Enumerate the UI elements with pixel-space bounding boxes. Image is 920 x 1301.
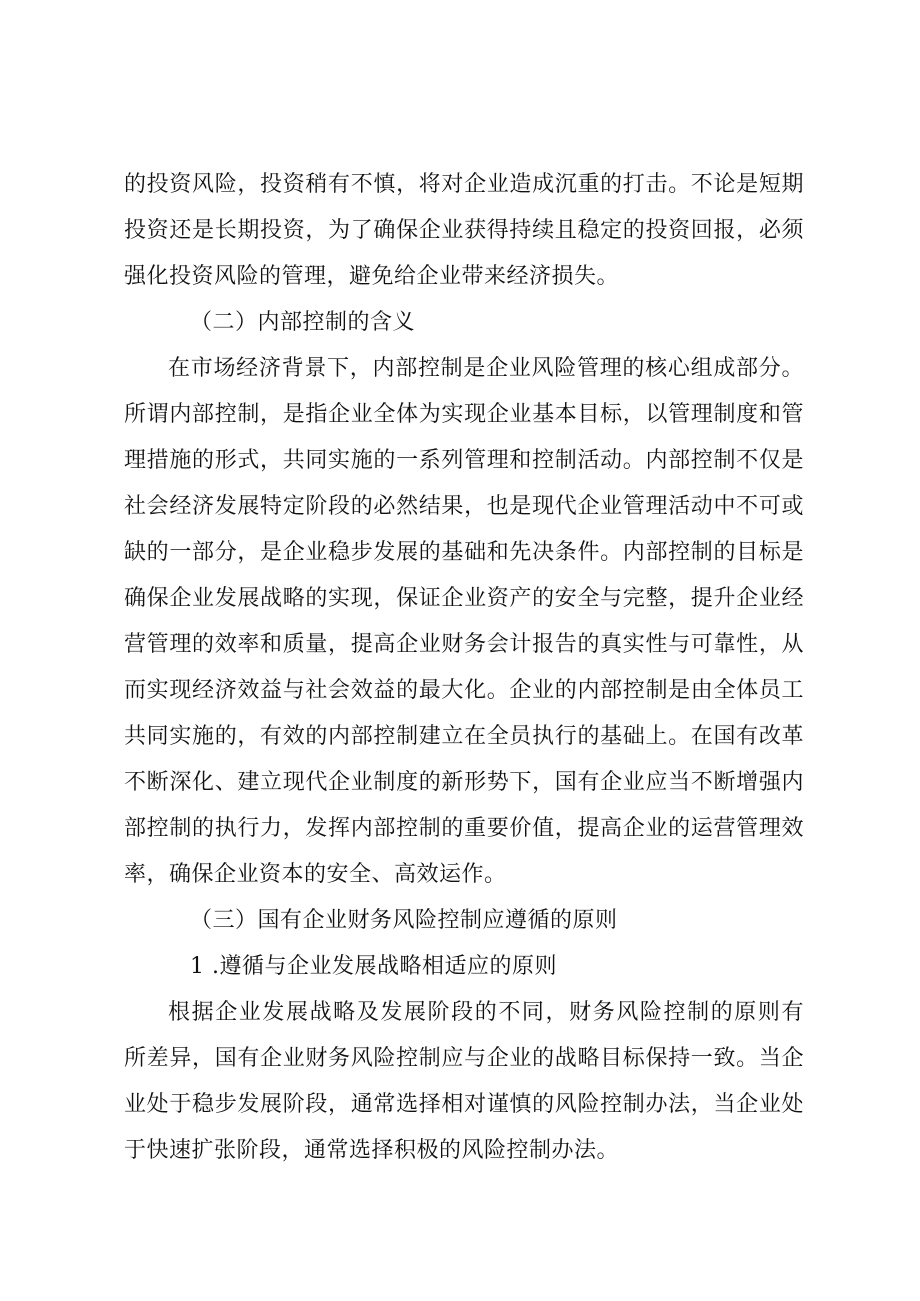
text-line: 的投资风险，投资稍有不慎，将对企业造成沉重的打击。不论是短期 xyxy=(124,172,804,197)
text-line: 缺的一部分，是企业稳步发展的基础和先决条件。内部控制的目标是 xyxy=(124,540,804,565)
text-line: 所谓内部控制，是指企业全体为实现企业基本目标，以管理制度和管 xyxy=(124,402,804,427)
section-heading-internal-control: （二）内部控制的含义 xyxy=(190,310,416,335)
text-line: 部控制的执行力，发挥内部控制的重要价值，提高企业的运营管理效 xyxy=(124,816,804,841)
text-line: 不断深化、建立现代企业制度的新形势下，国有企业应当不断增强内 xyxy=(124,770,804,795)
section-heading-principles: （三）国有企业财务风险控制应遵循的原则 xyxy=(190,908,618,933)
text-line: 而实现经济效益与社会效益的最大化。企业的内部控制是由全体员工 xyxy=(124,678,804,703)
text-line: 共同实施的，有效的内部控制建立在全员执行的基础上。在国有改革 xyxy=(124,724,804,749)
text-line: 在市场经济背景下，内部控制是企业风险管理的核心组成部分。 xyxy=(168,356,804,381)
text-line: 于快速扩张阶段，通常选择积极的风险控制办法。 xyxy=(124,1138,620,1163)
paragraph-strategy-alignment xyxy=(124,990,804,1174)
text-line: 根据企业发展战略及发展阶段的不同，财务风险控制的原则有 xyxy=(168,1000,804,1025)
paragraph-internal-control xyxy=(124,346,804,898)
text-line: 社会经济发展特定阶段的必然结果，也是现代企业管理活动中不可或 xyxy=(124,494,804,519)
paragraph-investment-risk xyxy=(124,162,804,300)
text-line: 营管理的效率和质量，提高企业财务会计报告的真实性与可靠性，从 xyxy=(124,632,804,657)
subsection-heading-strategy: 1 .遵循与企业发展战略相适应的原则 xyxy=(190,954,557,979)
text-line: 强化投资风险的管理，避免给企业带来经济损失。 xyxy=(124,264,620,289)
text-line: 所差异，国有企业财务风险控制应与企业的战略目标保持一致。当企 xyxy=(124,1046,804,1071)
text-line: 业处于稳步发展阶段，通常选择相对谨慎的风险控制办法，当企业处 xyxy=(124,1092,804,1117)
text-line: 确保企业发展战略的实现，保证企业资产的安全与完整，提升企业经 xyxy=(124,586,804,611)
document-body xyxy=(124,162,804,1174)
text-line: 理措施的形式，共同实施的一系列管理和控制活动。内部控制不仅是 xyxy=(124,448,804,473)
text-line: 投资还是长期投资，为了确保企业获得持续且稳定的投资回报，必须 xyxy=(124,218,804,243)
text-line: 率，确保企业资本的安全、高效运作。 xyxy=(124,862,507,887)
